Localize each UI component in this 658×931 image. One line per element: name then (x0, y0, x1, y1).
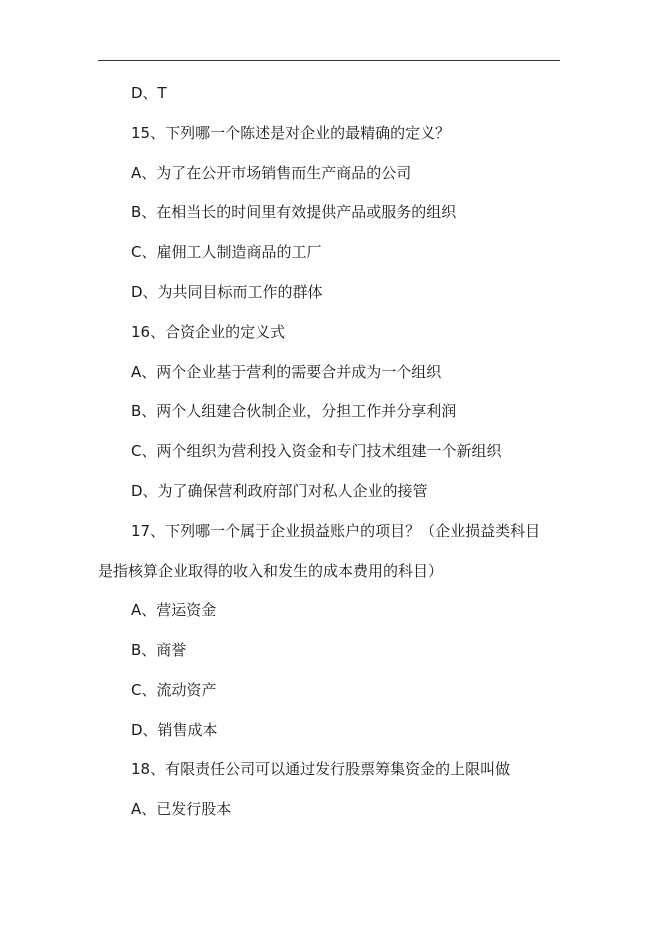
q16-question: 16、合资企业的定义式 (131, 323, 286, 341)
q18-option-a: A、已发行股本 (131, 800, 232, 818)
q17-option-b: B、商誉 (131, 641, 187, 659)
header-rule (98, 60, 560, 61)
q17-option-c: C、流动资产 (131, 681, 217, 699)
q15-option-a: A、为了在公开市场销售而生产商品的公司 (131, 164, 412, 182)
q18-question: 18、有限责任公司可以通过发行股票筹集资金的上限叫做 (131, 760, 511, 778)
q16-option-d: D、为了确保营利政府部门对私人企业的接管 (131, 482, 428, 500)
q15-option-b: B、在相当长的时间里有效提供产品或服务的组织 (131, 203, 457, 221)
q16-option-c: C、两个组织为营利投入资金和专门技术组建一个新组织 (131, 442, 502, 460)
q17-option-a: A、营运资金 (131, 601, 217, 619)
q15-option-d: D、为共同目标而工作的群体 (131, 283, 323, 301)
q16-option-a: A、两个企业基于营利的需要合并成为一个组织 (131, 363, 442, 381)
q17-option-d: D、销售成本 (131, 721, 218, 739)
q15-option-c: C、雇佣工人制造商品的工厂 (131, 243, 322, 261)
q17-question: 17、下列哪一个属于企业损益账户的项目？（企业损益类科目 (131, 522, 541, 540)
q14-option-d: D、T (131, 84, 167, 102)
q16-option-b: B、两个人组建合伙制企业，分担工作并分享利润 (131, 402, 457, 420)
q15-question: 15、下列哪一个陈述是对企业的最精确的定义？ (131, 124, 451, 142)
q17-question-cont: 是指核算企业取得的收入和发生的成本费用的科目） (98, 562, 444, 580)
